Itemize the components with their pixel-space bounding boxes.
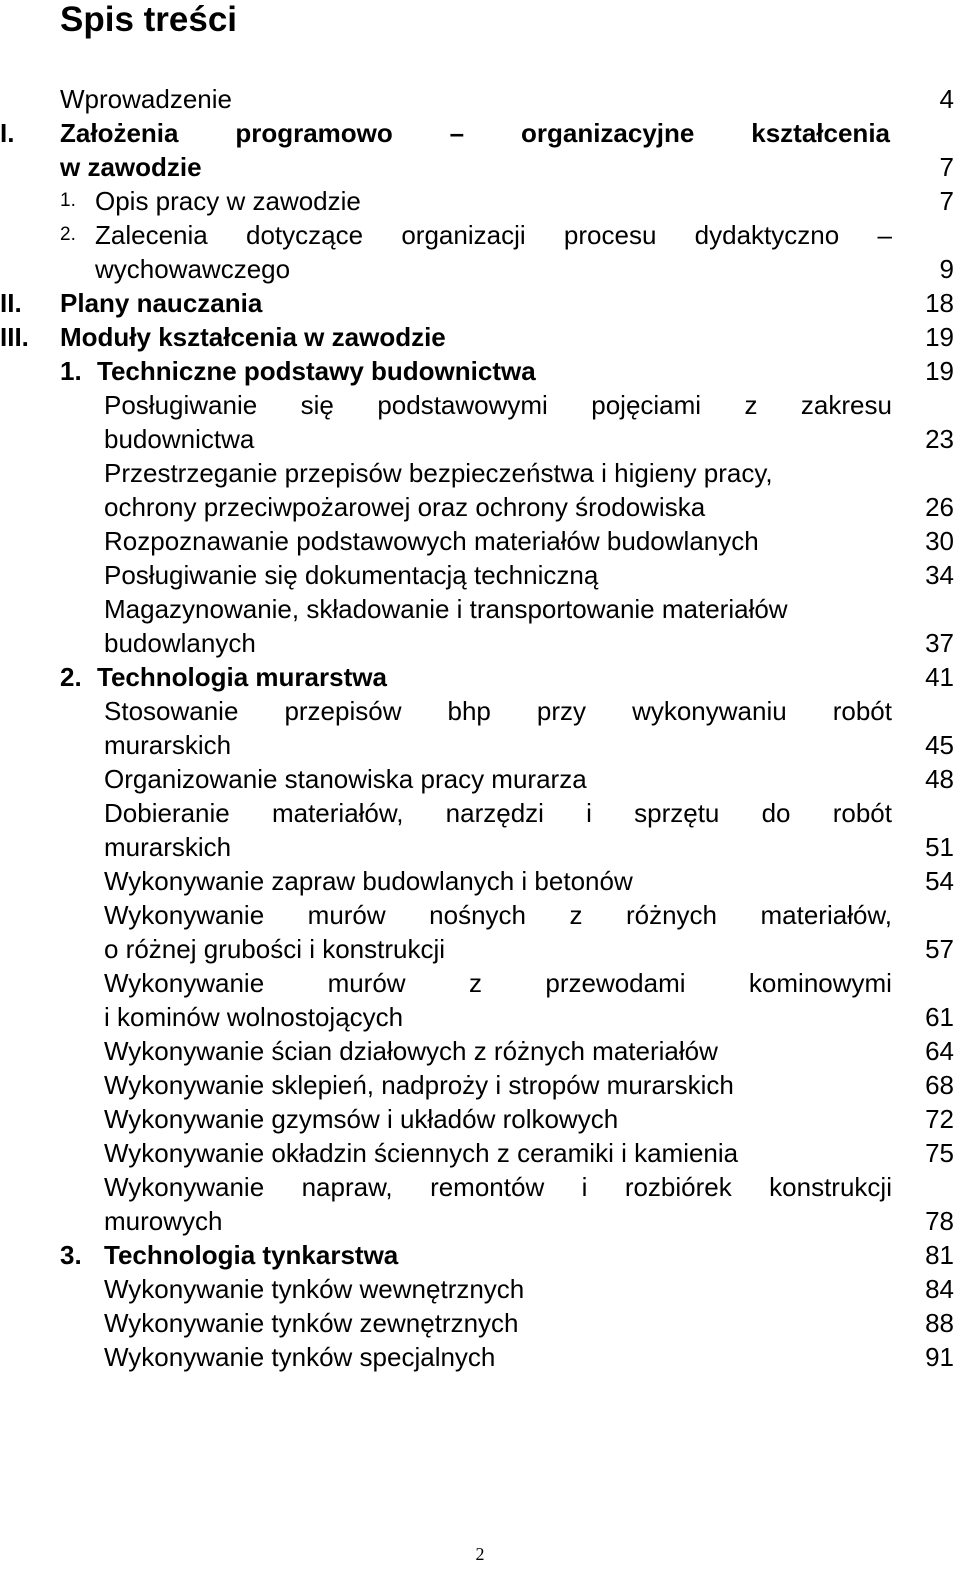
toc-entry-2b[interactable]	[0, 762, 960, 796]
word: i	[581, 1172, 588, 1202]
toc-entry-title-cont: murowych	[104, 1206, 223, 1236]
footer-page-number: 2	[475, 1544, 485, 1564]
toc-entry-1b[interactable]	[0, 456, 960, 490]
toc-entry-number: II.	[0, 288, 22, 318]
toc-entry-title	[104, 898, 892, 932]
toc-page-number: 78	[925, 1206, 954, 1236]
toc-entry-title: Wykonywanie tynków wewnętrznych	[104, 1274, 525, 1304]
toc-entry-title-cont: budownictwa	[104, 424, 255, 454]
toc-entry-title-cont: wychowawczego	[95, 254, 291, 284]
toc-page-number: 19	[925, 322, 954, 352]
word: i	[586, 798, 592, 828]
word: sprzętu	[634, 798, 720, 828]
word: Stosowanie	[104, 696, 239, 726]
word: przewodami	[545, 968, 686, 998]
toc-entry-number: 2.	[60, 662, 82, 692]
word: się	[300, 390, 334, 420]
toc-entry-title: Posługiwanie się dokumentacją techniczną	[104, 560, 599, 590]
word: organizacji	[401, 220, 526, 250]
toc-page-number: 4	[939, 84, 954, 114]
toc-page-number: 51	[925, 832, 954, 862]
toc-entry-title: Wprowadzenie	[60, 84, 232, 114]
toc-entry-title: Technologia tynkarstwa	[104, 1240, 399, 1270]
word: konstrukcji	[769, 1172, 892, 1202]
page-title: Spis treści	[60, 0, 238, 39]
toc-entry-title	[104, 966, 892, 1000]
toc-entry-number: I.	[0, 118, 15, 148]
toc-entry-title: Wykonywanie sklepień, nadproży i stropów murarskich	[104, 1070, 734, 1100]
word: wykonywaniu	[632, 696, 787, 726]
toc-entry-title: Wykonywanie okładzin ściennych z ceramiki i kamienia	[104, 1138, 739, 1168]
toc-entry-title: Organizowanie stanowiska pracy murarza	[104, 764, 587, 794]
toc-entry-title: Wykonywanie tynków zewnętrznych	[104, 1308, 519, 1338]
toc-entry-3c[interactable]	[0, 1340, 960, 1374]
toc-entry-module-1[interactable]	[0, 354, 960, 388]
word: materiałów,	[271, 798, 404, 828]
word: remontów	[430, 1172, 545, 1202]
toc-entry-3b[interactable]	[0, 1306, 960, 1340]
word: materiałów,	[760, 900, 892, 930]
toc-entry-number: III.	[0, 322, 29, 352]
toc-entry-1-2-cont[interactable]	[0, 252, 960, 286]
word: Zalecenia	[95, 220, 208, 250]
word: dotyczące	[246, 220, 364, 250]
word: pojęciami	[591, 390, 702, 420]
toc-entry-title-cont: o różnej grubości i konstrukcji	[104, 934, 446, 964]
word: –	[449, 118, 465, 148]
toc-entry-2c-cont[interactable]	[0, 830, 960, 864]
toc-entry-1a[interactable]	[0, 388, 960, 422]
toc-page-number: 37	[925, 628, 954, 658]
toc-page-number: 48	[925, 764, 954, 794]
table-of-contents	[0, 82, 960, 1374]
toc-entry-title	[60, 116, 890, 150]
toc-page-number: 7	[939, 186, 954, 216]
toc-entry-2c[interactable]	[0, 796, 960, 830]
word: do	[761, 798, 791, 828]
toc-entry-title	[95, 218, 892, 252]
toc-entry-1e-cont[interactable]	[0, 626, 960, 660]
word: zakresu	[800, 390, 892, 420]
toc-entry-1-1[interactable]	[0, 184, 960, 218]
toc-page-number: 64	[925, 1036, 954, 1066]
toc-page-number: 91	[925, 1342, 954, 1372]
toc-page-number: 30	[925, 526, 954, 556]
toc-entry-2k-cont[interactable]	[0, 1204, 960, 1238]
toc-page-number: 54	[925, 866, 954, 896]
toc-entry-title: Magazynowanie, składowanie i transportowanie materiałów	[104, 594, 788, 624]
toc-entry-1a-cont[interactable]	[0, 422, 960, 456]
word: kształcenia	[751, 118, 890, 148]
toc-entry-1b-cont[interactable]	[0, 490, 960, 524]
word: podstawowymi	[377, 390, 548, 420]
toc-entry-title: Techniczne podstawy budownictwa	[97, 356, 536, 386]
word: Założenia	[60, 118, 179, 148]
toc-entry-1-2[interactable]	[0, 218, 960, 252]
word: –	[877, 220, 892, 250]
word: robót	[832, 696, 892, 726]
toc-entry-title-cont: w zawodzie	[60, 152, 202, 182]
toc-page-number: 72	[925, 1104, 954, 1134]
toc-entry-title: Plany nauczania	[60, 288, 263, 318]
toc-entry-title: Wykonywanie zapraw budowlanych i betonów	[104, 866, 633, 896]
toc-entry-title: Wykonywanie ścian działowych z różnych materiałów	[104, 1036, 718, 1066]
toc-entry-1d[interactable]	[0, 558, 960, 592]
toc-entry-2k[interactable]	[0, 1170, 960, 1204]
word: programowo	[235, 118, 393, 148]
toc-entry-2h[interactable]	[0, 1068, 960, 1102]
toc-entry-title	[104, 694, 892, 728]
word: z	[744, 390, 758, 420]
toc-entry-title: Przestrzeganie przepisów bezpieczeństwa i higieny pracy,	[104, 458, 773, 488]
toc-entry-section-2[interactable]	[0, 286, 960, 320]
toc-entry-3a[interactable]	[0, 1272, 960, 1306]
word: dydaktyczno	[694, 220, 840, 250]
toc-page-number: 75	[925, 1138, 954, 1168]
toc-entry-title: Wykonywanie gzymsów i układów rolkowych	[104, 1104, 619, 1134]
toc-page-number: 61	[925, 1002, 954, 1032]
word: organizacyjne	[520, 118, 695, 148]
toc-entry-2e-cont[interactable]	[0, 932, 960, 966]
word: przy	[536, 696, 587, 726]
word: napraw,	[301, 1172, 393, 1202]
toc-page-number: 19	[925, 356, 954, 386]
toc-page-number: 84	[925, 1274, 954, 1304]
word: Wykonywanie	[104, 1172, 265, 1202]
toc-entry-2j[interactable]	[0, 1136, 960, 1170]
toc-entry-title-cont: budowlanych	[104, 628, 256, 658]
toc-page-number: 57	[925, 934, 954, 964]
toc-page-number: 45	[925, 730, 954, 760]
word: Wykonywanie	[104, 968, 265, 998]
toc-entry-module-3[interactable]	[0, 1238, 960, 1272]
toc-page-number: 9	[939, 254, 954, 284]
toc-entry-title-cont: i kominów wolnostojących	[104, 1002, 404, 1032]
word: bhp	[447, 696, 491, 726]
word: nośnych	[429, 900, 526, 930]
toc-entry-2a[interactable]	[0, 694, 960, 728]
toc-entry-2a-cont[interactable]	[0, 728, 960, 762]
toc-page-number: 23	[925, 424, 954, 454]
word: narzędzi	[445, 798, 544, 828]
toc-entry-title-cont: murarskich	[104, 832, 232, 862]
toc-entry-section-1-cont[interactable]	[0, 150, 960, 184]
toc-entry-title: Moduły kształcenia w zawodzie	[60, 322, 446, 352]
toc-entry-2g[interactable]	[0, 1034, 960, 1068]
word: procesu	[563, 220, 657, 250]
toc-entry-intro[interactable]	[0, 82, 960, 116]
toc-entry-module-2[interactable]	[0, 660, 960, 694]
toc-entry-2d[interactable]	[0, 864, 960, 898]
toc-entry-1e[interactable]	[0, 592, 960, 626]
toc-entry-2e[interactable]	[0, 898, 960, 932]
toc-page-number: 41	[925, 662, 954, 692]
toc-entry-2f-cont[interactable]	[0, 1000, 960, 1034]
toc-page-number: 26	[925, 492, 954, 522]
toc-entry-number: 3.	[60, 1240, 82, 1270]
toc-page-number: 18	[925, 288, 954, 318]
toc-page-number: 34	[925, 560, 954, 590]
toc-page-number: 81	[925, 1240, 954, 1270]
toc-entry-title	[104, 796, 892, 830]
toc-entry-title: Wykonywanie tynków specjalnych	[104, 1342, 496, 1372]
toc-entry-title: Technologia murarstwa	[97, 662, 387, 692]
word: z	[569, 900, 583, 930]
toc-entry-title: Rozpoznawanie podstawowych materiałów budowlanych	[104, 526, 759, 556]
toc-entry-section-1[interactable]	[0, 116, 960, 150]
word: różnych	[625, 900, 718, 930]
word: rozbiórek	[624, 1172, 732, 1202]
word: Dobieranie	[104, 798, 230, 828]
toc-entry-1c[interactable]	[0, 524, 960, 558]
toc-entry-2i[interactable]	[0, 1102, 960, 1136]
word: murów	[307, 900, 386, 930]
toc-page-number: 88	[925, 1308, 954, 1338]
word: robót	[832, 798, 892, 828]
word: Wykonywanie	[104, 900, 265, 930]
toc-page-number: 68	[925, 1070, 954, 1100]
toc-entry-title	[104, 1170, 892, 1204]
word: Posługiwanie	[104, 390, 258, 420]
toc-entry-number: 1.	[60, 190, 76, 211]
toc-page-number: 7	[939, 152, 954, 182]
toc-entry-2f[interactable]	[0, 966, 960, 1000]
word: z	[468, 968, 482, 998]
toc-entry-number: 1.	[60, 356, 82, 386]
toc-entry-number: 2.	[60, 224, 76, 245]
toc-entry-title-cont: ochrony przeciwpożarowej oraz ochrony środowiska	[104, 492, 706, 522]
toc-entry-title: Opis pracy w zawodzie	[95, 186, 361, 216]
word: kominowymi	[748, 968, 892, 998]
word: przepisów	[284, 696, 402, 726]
toc-entry-section-3[interactable]	[0, 320, 960, 354]
toc-entry-title	[104, 388, 892, 422]
toc-entry-title-cont: murarskich	[104, 730, 232, 760]
word: murów	[327, 968, 406, 998]
